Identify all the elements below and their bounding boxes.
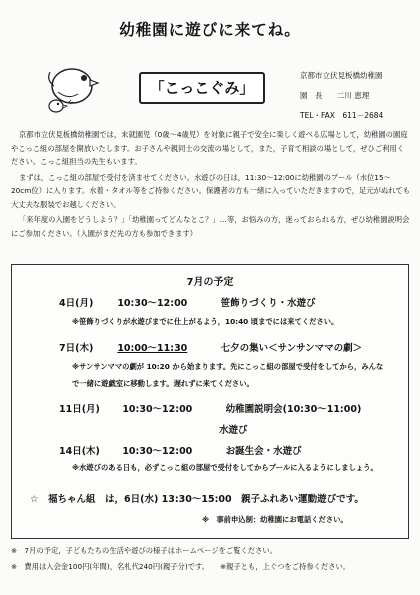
footer-note-1: ※ 7月の予定，子どもたちの生活や遊びの様子はホームページをご覧ください。 (11, 546, 277, 555)
principal-label: 園 長 (300, 91, 323, 100)
schedule-row: 14日(木) 10:30～12:00 お誕生会・水遊び (59, 446, 302, 457)
fukuchan-row: ☆ 福ちゃん組 は，6日(水) 13:30～15:00 親子ふれあい運動遊びです。 (30, 494, 364, 505)
principal-name: 二川 恵理 (336, 91, 370, 100)
flyer-title: 幼稚園に遊びに来てね。 (119, 21, 301, 39)
schedule-row: 11日(月) 10:30～12:00 幼稚園説明会(10:30～11:00) (59, 404, 362, 415)
intro-paragraph-3: 「来年度の入園をどうしよう？」「幼稚園ってどんなとこ？」…等，お悩みの方，迷っておられる方，ぜひ幼稚園説明会にご参加ください。（入園がまだ先の方も参加できます） (11, 215, 410, 238)
bird-mascot-icon (40, 56, 110, 120)
school-name: 京都市立伏見板橋幼稚園 (300, 71, 383, 80)
schedule-row-continued: 水遊び (219, 425, 248, 436)
schedule-row: 4日(月) 10:30～12:00 笹飾りづくり・水遊び (59, 298, 316, 309)
class-name-box: 「こっこぐみ」 (139, 72, 265, 104)
intro-paragraph-2: まずは，こっこ組の部屋で受付を済ませてください。水遊びの日は，11:30～12:00に幼稚園のプール（水位15～20cm位）に入ります。水着・タオル等をご持参ください。保護者の方も一緒に入っていただきますので，足元がぬれても大丈夫な服装でお越しください。 (11, 172, 411, 209)
schedule-title: 7月の予定 (186, 277, 234, 288)
footer-notes (11, 543, 411, 575)
schedule-row: 7日(木) 10:00～11:30 七夕の集い＜サンサンママの劇＞ (59, 343, 363, 354)
schedule-note: ※笹飾りづくりが水遊びまでに仕上がるよう，10:40 頃までには来てください。 (72, 317, 339, 326)
schedule-note: ※サンサンママの劇が 10:20 から始まります。先にこっこ組の部屋で受付をしてから，みんな (72, 362, 384, 371)
footer-note-2: ※ 費用は入会金100円(年間)，名札代240円(親子分)です。 ※親子とも，上ぐつをご持参ください。 (11, 562, 351, 571)
school-info (300, 66, 383, 126)
july-schedule-box (11, 264, 409, 539)
tel-fax: TEL・FAX 611－2684 (300, 111, 384, 120)
intro-paragraph-1: 京都市立伏見板橋幼稚園では，未就園児（0歳～4歳児）を対象に親子で安全に楽しく遊べる広場として，幼稚園の園庭やこっこ組の部屋を開放いたします。お子さんや親同士の交流の場として，また，子育て相談の場として，ぜひご利用ください。こっこ組担当の先生もいます。 (11, 130, 408, 166)
intro-text (11, 128, 411, 242)
principal-line (300, 86, 383, 106)
schedule-note: で一緒に遊戯室に移動します。遅れずに来てください。 (72, 379, 254, 388)
fukuchan-note: ※ 事前申込制：幼稚園にお電話ください。 (202, 515, 348, 524)
schedule-note: ※水遊びのある日も，必ずこっこ組の部屋で受付をしてからプールに入るようにしましょう。 (72, 463, 378, 472)
